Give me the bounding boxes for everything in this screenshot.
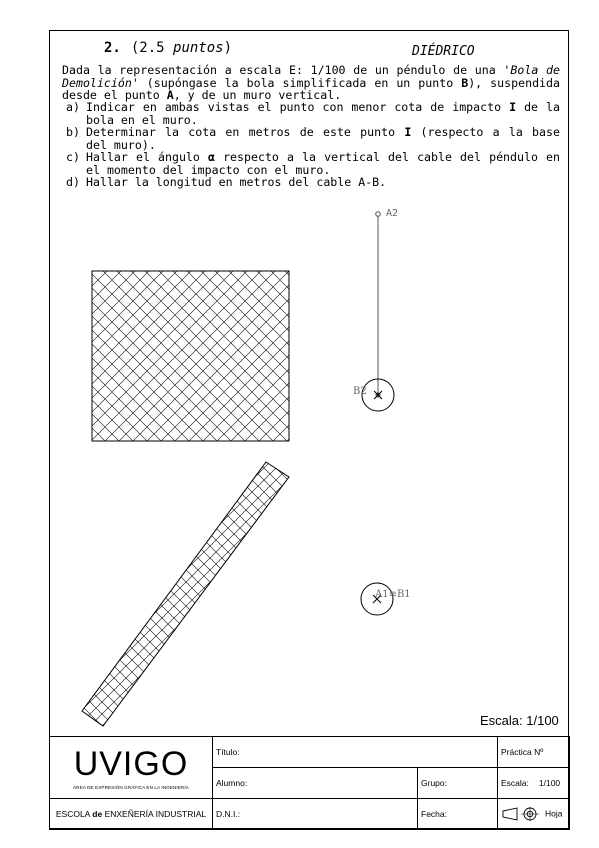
points-open: (2.5 bbox=[130, 40, 174, 56]
statement-point-b: B bbox=[461, 75, 469, 90]
question-bold: I bbox=[509, 100, 517, 114]
alumno-cell bbox=[213, 768, 418, 799]
fecha-cell bbox=[418, 799, 498, 830]
problem-number: 2. bbox=[104, 40, 121, 56]
label-a2: A2 bbox=[386, 208, 399, 219]
question-pre: Determinar la cota en metros de este punto bbox=[86, 125, 405, 139]
alumno-label: Alumno: bbox=[216, 778, 248, 788]
first-angle-projection-icon bbox=[501, 807, 541, 821]
points-word: puntos bbox=[173, 40, 224, 56]
school-name: ENXEÑERÍA INDUSTRIAL bbox=[104, 809, 207, 819]
wall-elevation bbox=[92, 271, 289, 441]
area-caption: ÁREA DE EXPRESIÓN GRÁFICA EN LA INGENIERÍA bbox=[73, 785, 189, 790]
titulo-label: Título: bbox=[216, 747, 240, 757]
question-letter: d) bbox=[66, 175, 80, 189]
school-prefix: ESCOLA bbox=[55, 809, 90, 819]
school-de: de bbox=[92, 809, 103, 819]
scale-note: Escala: 1/100 bbox=[480, 713, 559, 728]
practica-label: Práctica Nº bbox=[501, 747, 544, 757]
statement-text-4: , y de un muro vertical. bbox=[173, 88, 342, 102]
grupo-label: Grupo: bbox=[421, 778, 447, 788]
title-block bbox=[49, 736, 570, 830]
subject-heading: DIÉDRICO bbox=[412, 44, 475, 59]
question-post: (respecto a la base del muro). bbox=[86, 125, 560, 152]
titulo-cell bbox=[213, 737, 498, 768]
question-letter: c) bbox=[66, 150, 80, 164]
question-bold: α bbox=[208, 150, 215, 164]
grupo-cell bbox=[418, 768, 498, 799]
escala-cell bbox=[498, 768, 570, 799]
label-b2: B2 bbox=[353, 386, 367, 397]
question-letter: b) bbox=[66, 125, 80, 139]
statement-text-2: ' (supóngase la bola simplificada en un punto bbox=[131, 75, 462, 90]
escala-label: Escala: bbox=[501, 778, 529, 788]
question-bold: I bbox=[404, 125, 412, 139]
statement-emphasis: Bola de Demolición bbox=[62, 63, 560, 90]
fecha-label: Fecha: bbox=[421, 809, 447, 819]
statement-text-1: Dada la representación a escala E: 1/100 de un péndulo de una ' bbox=[62, 63, 511, 77]
practica-cell bbox=[498, 737, 570, 768]
question-pre: Indicar en ambas vistas el punto con menor cota de impacto bbox=[86, 100, 510, 114]
hoja-cell bbox=[498, 799, 570, 830]
logo-cell bbox=[50, 737, 213, 799]
question-letter: a) bbox=[66, 100, 80, 114]
school-cell bbox=[50, 799, 213, 830]
points-close: ) bbox=[223, 40, 233, 56]
hoja-label: Hoja bbox=[545, 808, 563, 819]
wall-plan bbox=[82, 462, 289, 726]
label-a1b1: A1≡B1 bbox=[375, 589, 411, 600]
uvigo-logo: UVIGO bbox=[73, 745, 189, 783]
statement-text-3: ), suspendida desde el punto bbox=[62, 75, 560, 102]
dni-cell bbox=[213, 799, 418, 830]
question-post: respecto a la vertical del cable del péndulo en el momento del impacto con el muro. bbox=[86, 150, 560, 177]
point-a2-marker bbox=[376, 212, 381, 217]
dni-label: D.N.I.: bbox=[216, 809, 241, 819]
escala-value: 1/100 bbox=[538, 778, 561, 788]
question-post: de la bola en el muro. bbox=[86, 100, 560, 127]
question-pre: Hallar el ángulo bbox=[86, 150, 208, 164]
statement-point-a: A bbox=[166, 88, 174, 102]
question-pre: Hallar la longitud en metros del cable A-B. bbox=[86, 175, 387, 189]
